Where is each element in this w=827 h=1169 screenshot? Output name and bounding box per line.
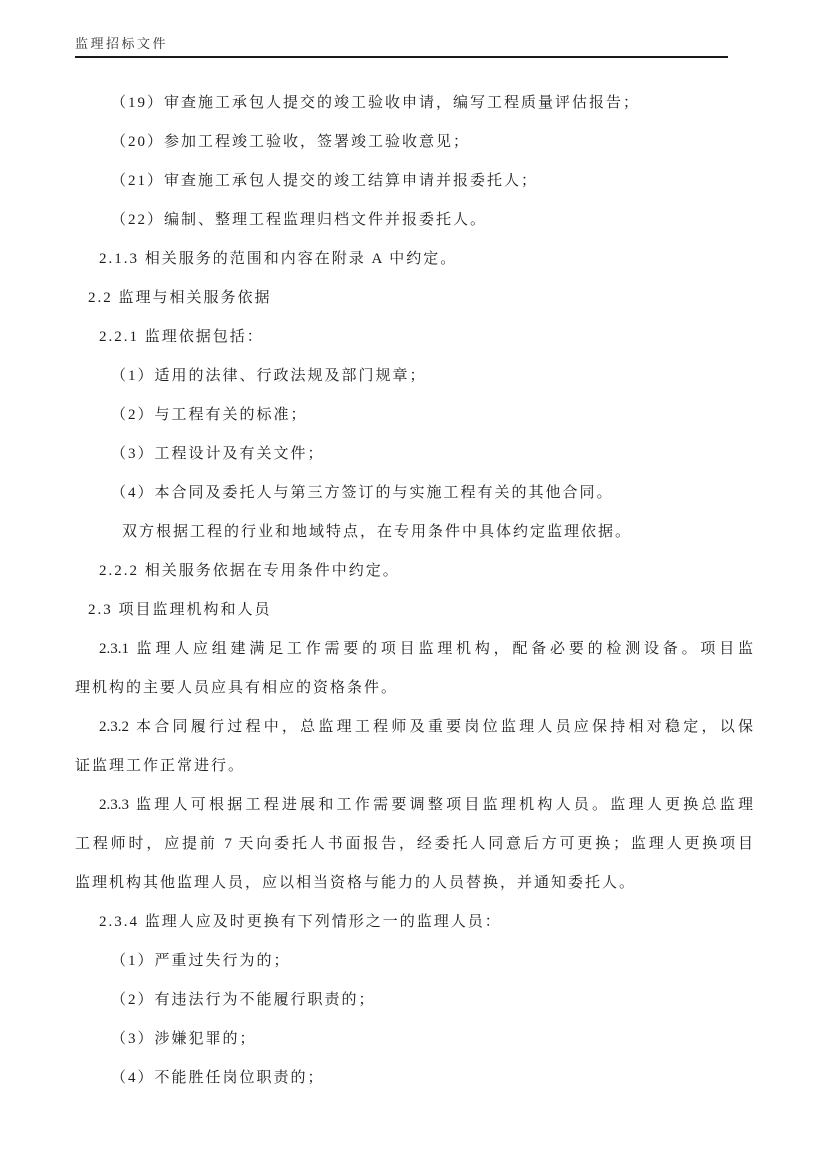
text-line: 2.1.3 相关服务的范围和内容在附录 A 中约定。: [99, 251, 458, 267]
header-rule-line: [75, 56, 728, 58]
text-line: （4）本合同及委托人与第三方签订的与实施工程有关的其他合同。: [111, 485, 614, 501]
text-line: 工程师时，应提前 7 天向委托人书面报告，经委托人同意后方可更换；监理人更换项目: [75, 836, 753, 852]
text-line: 双方根据工程的行业和地域特点，在专用条件中具体约定监理依据。: [122, 524, 633, 540]
text-line: （3）涉嫌犯罪的；: [111, 1031, 257, 1047]
text-line: （21）审查施工承包人提交的竣工结算申请并报委托人；: [111, 173, 539, 189]
text-line: 2.3.3 监理人可根据工程进展和工作需要调整项目监理机构人员。监理人更换总监理: [99, 797, 753, 813]
text-line: 2.2.2 相关服务依据在专用条件中约定。: [99, 563, 400, 579]
text-line: （2）与工程有关的标准；: [111, 407, 308, 423]
text-line: 2.3.4 监理人应及时更换有下列情形之一的监理人员：: [99, 914, 502, 930]
text-line: 证监理工作正常进行。: [75, 758, 246, 774]
text-line: （20）参加工程竣工验收，签署竣工验收意见；: [111, 134, 471, 150]
document-body: [75, 84, 753, 1098]
text-line: （1）严重过失行为的；: [111, 953, 291, 969]
text-line: 2.3.1 监理人应组建满足工作需要的项目监理机构，配备必要的检测设备。项目监: [99, 641, 753, 657]
text-line: （22）编制、整理工程监理归档文件并报委托人。: [111, 212, 488, 228]
text-line: （1）适用的法律、行政法规及部门规章；: [111, 368, 427, 384]
text-line: 2.3.2 本合同履行过程中，总监理工程师及重要岗位监理人员应保持相对稳定，以保: [99, 719, 753, 735]
text-line: （19）审查施工承包人提交的竣工验收申请，编写工程质量评估报告；: [111, 95, 641, 111]
text-line: （3）工程设计及有关文件；: [111, 446, 325, 462]
text-line: 2.2 监理与相关服务依据: [88, 290, 272, 306]
text-line: 2.2.1 监理依据包括：: [99, 329, 264, 345]
text-line: 监理机构其他监理人员，应以相当资格与能力的人员替换，并通知委托人。: [75, 875, 637, 891]
text-line: 2.3 项目监理机构和人员: [88, 602, 272, 618]
header-title: 监理招标文件: [75, 36, 169, 51]
text-line: （4）不能胜任岗位职责的；: [111, 1070, 325, 1086]
text-line: （2）有违法行为不能履行职责的；: [111, 992, 376, 1008]
text-line: 理机构的主要人员应具有相应的资格条件。: [75, 680, 399, 696]
